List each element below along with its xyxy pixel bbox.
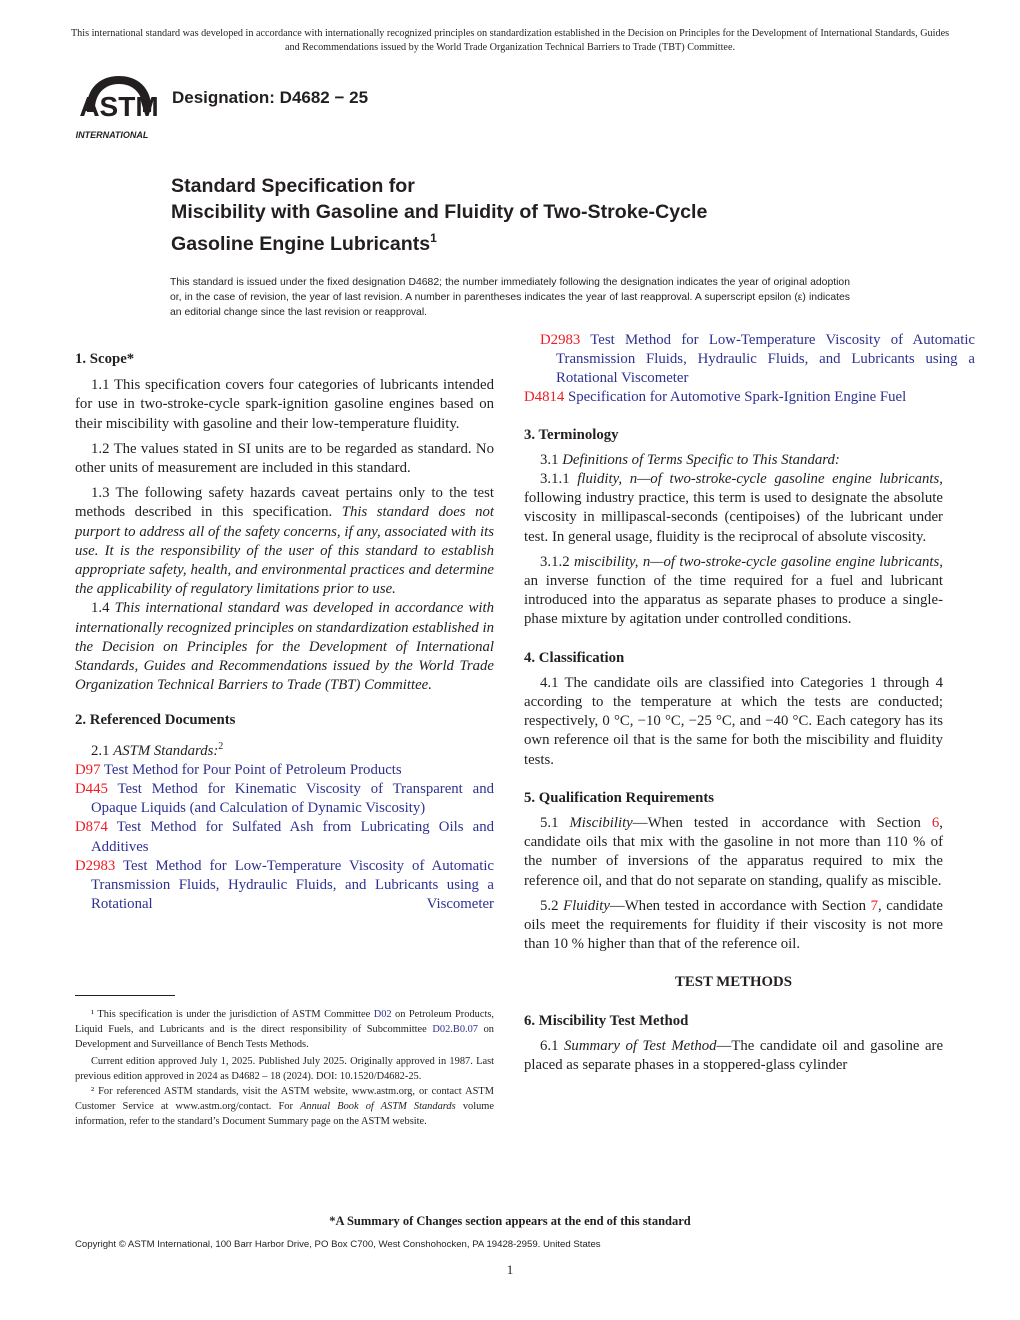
section-6-heading: 6. Miscibility Test Method bbox=[524, 1012, 689, 1029]
logo-subtext: INTERNATIONAL bbox=[75, 130, 149, 140]
right-column bbox=[524, 331, 975, 1075]
para-5-2: 5.2 Fluidity—When tested in accordance with Section 7, candidate oils meet the requirements for fluidity if their viscosity is not more than 10 % higher than that of the reference oil. bbox=[524, 897, 943, 953]
left-column bbox=[75, 350, 495, 913]
issue-note: This standard is issued under the fixed designation D4682; the number immediately following the designation indicates the year of original adoption or, in the case of revision, the year of last revision. A number in parentheses indicates the year of last reapproval. A superscript epsilon (ε) indicates an editorial change since the last revision or reapproval. bbox=[170, 277, 850, 318]
section-2-heading: 2. Referenced Documents bbox=[75, 712, 236, 729]
ref-d97[interactable]: D97 Test Method for Pour Point of Petroleum Products bbox=[75, 761, 402, 778]
para-1-2: 1.2 The values stated in SI units are to be regarded as standard. No other units of measurement are included in this standard. bbox=[75, 440, 494, 477]
ref-d874[interactable]: D874 Test Method for Sulfated Ash from Lubricating Oils and Additives bbox=[75, 819, 494, 855]
astm-logo bbox=[75, 72, 163, 142]
section-7-link[interactable]: 7 bbox=[870, 897, 879, 914]
logo-mark: ASTM bbox=[79, 91, 159, 122]
section-1-heading: 1. Scope* bbox=[75, 351, 135, 367]
title-line-1: Standard Specification for bbox=[171, 175, 415, 197]
para-4-1: 4.1 The candidate oils are classified into Categories 1 through 4 according to the temperature at which the tests are conducted; respectively, 0 °C, −10 °C, −25 °C, and −40 °C. Each category has its own reference oil that is the same for both the miscibility and fluidity tests. bbox=[524, 674, 943, 768]
para-3-1-1: 3.1.1 fluidity, n—of two-stroke-cycle gasoline engine lubricants, following industry practice, this term is used to designate the absolute viscosity in millipascal-seconds (centipoises) of the lubricant under test. In general usage, fluidity is the reciprocal of absolute viscosity. bbox=[524, 471, 943, 545]
title-footnote-mark: 1 bbox=[430, 231, 437, 245]
page-number: 1 bbox=[506, 1262, 514, 1277]
ref-d2983[interactable]: D2983 Test Method for Low-Temperature Viscosity of Automatic Transmission Fluids, Hydraulic Fluids, and Lubricants using a Rotational Viscometer bbox=[75, 857, 495, 913]
para-3-1: 3.1 Definitions of Terms Specific to This Standard: bbox=[540, 451, 840, 468]
footnote-1: ¹ This specification is under the jurisdiction of ASTM Committee D02 on Petroleum Products, Liquid Fuels, and Lubricants and is the direct responsibility of Subcommittee D02.B0.07 on Development and Surveillance of Bench Tests Methods. bbox=[75, 1009, 494, 1050]
ref-d2983-continued[interactable]: D2983 Test Method for Low-Temperature Viscosity of Automatic Transmission Fluids, Hydraulic Fluids, and Lubricants using a Rotational Viscometer bbox=[540, 331, 975, 387]
footnote-1-edition: Current edition approved July 1, 2025. Published July 2025. Originally approved in 1987. Last previous edition approved in 2024 as D4682 – 18 (2024). DOI: 10.1520/D4682-25. bbox=[75, 1056, 494, 1082]
para-3-1-2: 3.1.2 miscibility, n—of two-stroke-cycle gasoline engine lubricants, an inverse function of the time required for a fuel and lubricant introduced into the apparatus as separate phases to produce a single-phase mixture by agitation under controlled conditions. bbox=[524, 553, 943, 628]
title-line-2: Miscibility with Gasoline and Fluidity of Two-Stroke-Cycle bbox=[171, 201, 708, 223]
section-6-link[interactable]: 6 bbox=[931, 815, 940, 832]
subcommittee-link[interactable]: D02.B0.07 bbox=[432, 1024, 478, 1035]
standard-notice: This international standard was developed in accordance with internationally recognized principles on standardization established in the Decision on Principles for the Development of International Standards, Guides and Recommendations issued by the World Trade Organization Technical Barriers to Trade (TBT) Committee. bbox=[70, 28, 950, 53]
committee-link[interactable]: D02 bbox=[373, 1009, 392, 1020]
section-3-heading: 3. Terminology bbox=[524, 426, 619, 443]
section-4-heading: 4. Classification bbox=[524, 649, 625, 666]
copyright: Copyright © ASTM International, 100 Barr Harbor Drive, PO Box C700, West Conshohocken, PA 19428-2959. United States bbox=[75, 1239, 601, 1250]
title-line-3: Gasoline Engine Lubricants$^1$ bbox=[171, 231, 437, 255]
footnote-divider bbox=[75, 995, 175, 996]
para-1-4: 1.4 This international standard was developed in accordance with internationally recognized principles on standardization established in the Decision on Principles for the Development of International Standards, Guides and Recommendations issued by the World Trade Organization Technical Barriers to Trade (TBT) Committee. bbox=[75, 600, 494, 694]
footnote-2: ² For referenced ASTM standards, visit the ASTM website, www.astm.org, or contact ASTM Customer Service at www.astm.org/contact. For Annual Book of ASTM Standards volume information, refer to the standard’s Document Summary page on the ASTM website. bbox=[75, 1086, 494, 1127]
para-5-1: 5.1 Miscibility—When tested in accordance with Section 6, candidate oils that mix with the gasoline in not more than 110 % of the number of inversions of the apparatus required to mix the reference oil, and that do not separate on standing, qualify as miscible. bbox=[524, 815, 943, 889]
designation: Designation: D4682 − 25 bbox=[172, 88, 369, 107]
section-5-heading: 5. Qualification Requirements bbox=[524, 789, 715, 806]
para-6-1: 6.1 Summary of Test Method—The candidate oil and gasoline are placed as separate phases in a stoppered-glass cylinder bbox=[524, 1037, 944, 1074]
summary-of-changes-note: *A Summary of Changes section appears at the end of this standard bbox=[329, 1214, 691, 1228]
para-1-1: 1.1 This specification covers four categories of lubricants intended for use in two-stroke-cycle spark-ignition gasoline engines based on their miscibility with gasoline and their low-temperature fluidity. bbox=[75, 377, 494, 432]
ref-d445[interactable]: D445 Test Method for Kinematic Viscosity of Transparent and Opaque Liquids (and Calculation of Dynamic Viscosity) bbox=[75, 780, 494, 817]
test-methods-heading: TEST METHODS bbox=[675, 974, 792, 991]
document-title bbox=[171, 173, 871, 257]
footnotes bbox=[75, 1007, 494, 1129]
para-2-1: 2.1 ASTM Standards:$^2$ bbox=[91, 740, 224, 759]
ref-d4814[interactable]: D4814 Specification for Automotive Spark-Ignition Engine Fuel bbox=[524, 389, 907, 406]
para-1-3: 1.3 The following safety hazards caveat pertains only to the test methods described in this specification. This standard does not purport to address all of the safety concerns, if any, associated with its use. It is the responsibility of the user of this standard to establish appropriate safety, health, and environmental practices and determine the applicability of regulatory limitations prior to use. bbox=[75, 485, 494, 598]
